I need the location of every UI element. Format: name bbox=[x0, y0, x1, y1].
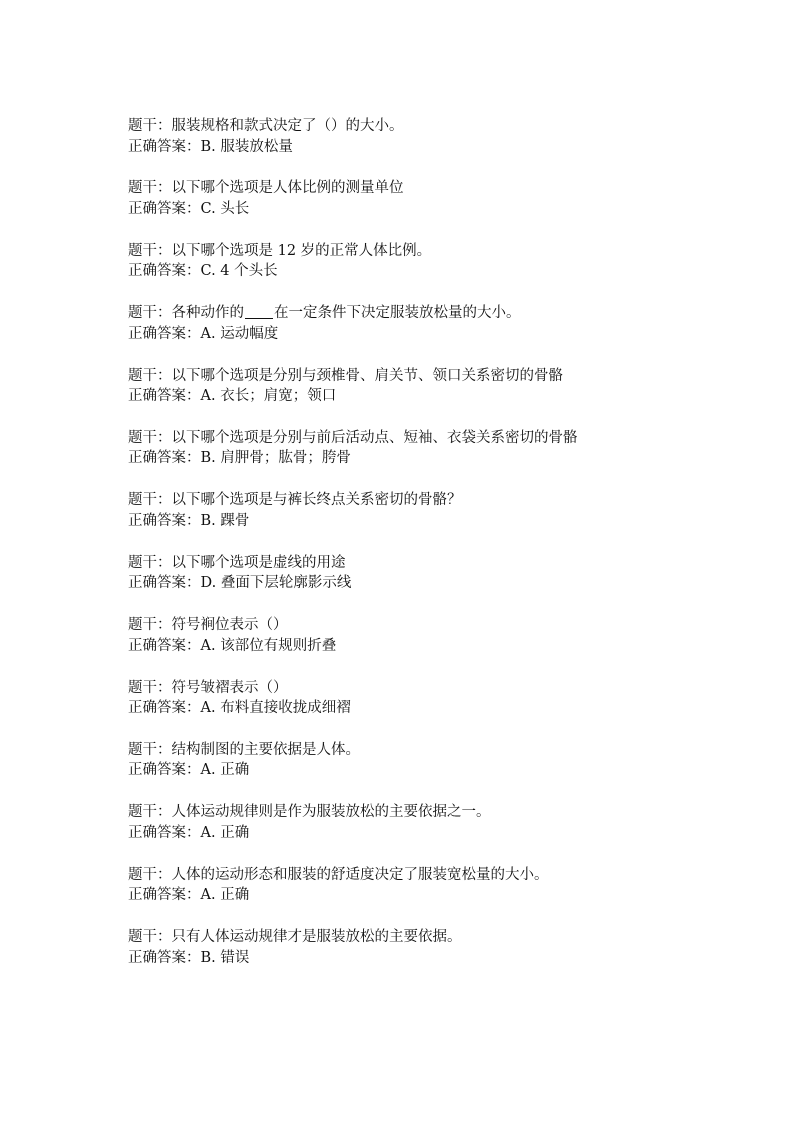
question-item bbox=[128, 303, 728, 365]
question-stem: 题干：以下哪个选项是虚线的用途 bbox=[128, 554, 346, 571]
correct-answer: 正确答案：D. 叠面下层轮廓影示线 bbox=[128, 575, 352, 592]
question-stem: 题干：以下哪个选项是分别与前后活动点、短袖、衣袋关系密切的骨骼 bbox=[128, 429, 578, 446]
question-stem: 题干：服装规格和款式决定了（）的大小。 bbox=[128, 118, 404, 134]
question-item bbox=[128, 802, 728, 864]
question-stem: 题干：结构制图的主要依据是人体。 bbox=[128, 741, 360, 758]
correct-answer: 正确答案：C. 头长 bbox=[128, 200, 250, 217]
question-item bbox=[128, 178, 728, 240]
correct-answer: 正确答案：A. 衣长；肩宽；领口 bbox=[128, 388, 337, 405]
question-item bbox=[128, 927, 728, 989]
question-stem: 题干：人体的运动形态和服装的舒适度决定了服装宽松量的大小。 bbox=[128, 866, 549, 883]
question-stem: 题干：以下哪个选项是人体比例的测量单位 bbox=[128, 180, 404, 197]
correct-answer: 正确答案：B. 错误 bbox=[128, 949, 250, 966]
correct-answer: 正确答案：A. 布料直接收拢成细褶 bbox=[128, 700, 351, 717]
question-item bbox=[128, 490, 728, 552]
question-item bbox=[128, 116, 728, 178]
question-item bbox=[128, 428, 728, 490]
question-stem: 题干：人体运动规律则是作为服装放松的主要依据之一。 bbox=[128, 804, 491, 821]
correct-answer: 正确答案：B. 服装放松量 bbox=[128, 138, 293, 155]
correct-answer: 正确答案：A. 正确 bbox=[128, 887, 250, 904]
question-item bbox=[128, 865, 728, 927]
question-list bbox=[128, 116, 728, 989]
correct-answer: 正确答案：A. 正确 bbox=[128, 762, 250, 779]
correct-answer: 正确答案：A. 该部位有规则折叠 bbox=[128, 637, 337, 654]
question-item bbox=[128, 740, 728, 802]
question-stem: 题干：以下哪个选项是分别与颈椎骨、肩关节、领口关系密切的骨骼 bbox=[128, 367, 563, 384]
question-stem-after-blank: 在一定条件下决定服装放松量的大小。 bbox=[274, 305, 521, 322]
fill-in-blank bbox=[245, 304, 273, 319]
question-item bbox=[128, 615, 728, 677]
question-stem: 题干：只有人体运动规律才是服装放松的主要依据。 bbox=[128, 929, 462, 946]
correct-answer: 正确答案：A. 运动幅度 bbox=[128, 325, 279, 342]
question-item bbox=[128, 241, 728, 303]
question-item bbox=[128, 678, 728, 740]
correct-answer: 正确答案：C. 4 个头长 bbox=[128, 263, 278, 280]
question-stem: 题干：以下哪个选项是 12 岁的正常人体比例。 bbox=[128, 242, 432, 259]
question-stem: 题干：符号裥位表示（） bbox=[128, 617, 288, 634]
correct-answer: 正确答案：B. 踝骨 bbox=[128, 512, 250, 529]
question-item bbox=[128, 553, 728, 615]
question-stem-before-blank: 题干：各种动作的 bbox=[128, 305, 244, 322]
correct-answer: 正确答案：B. 肩胛骨；肱骨；胯骨 bbox=[128, 450, 351, 467]
question-stem bbox=[128, 303, 728, 324]
question-item bbox=[128, 366, 728, 428]
question-stem: 题干：符号皱褶表示（） bbox=[128, 679, 288, 696]
correct-answer: 正确答案：A. 正确 bbox=[128, 824, 250, 841]
question-stem: 题干：以下哪个选项是与裤长终点关系密切的骨骼？ bbox=[128, 492, 462, 509]
